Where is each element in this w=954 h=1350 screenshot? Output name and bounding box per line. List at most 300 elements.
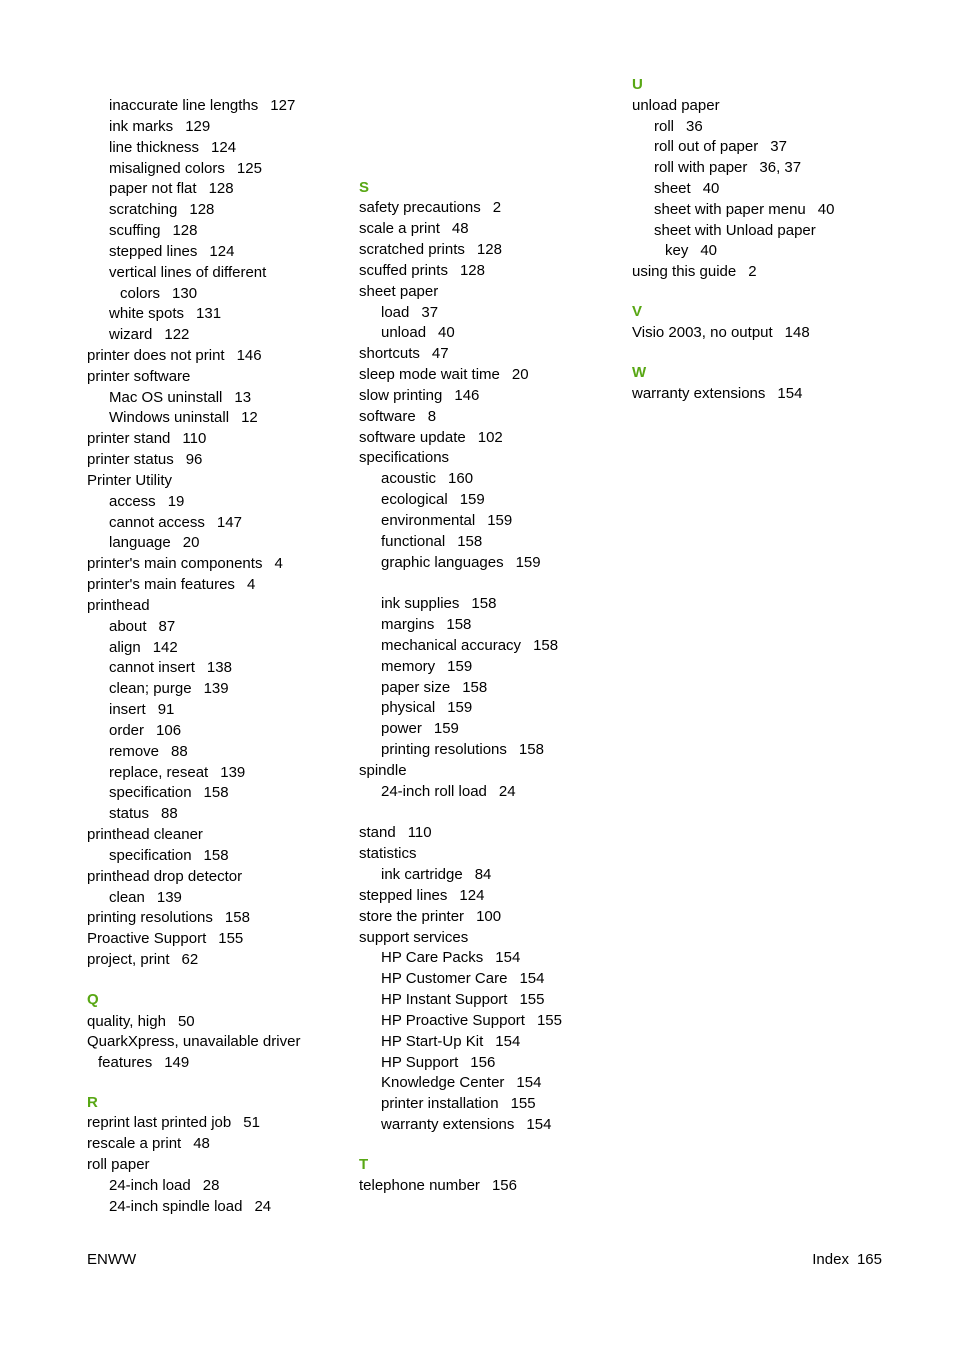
index-term: scratching: [109, 201, 178, 218]
index-page-ref: 50: [177, 1013, 195, 1030]
index-page-ref: 158: [457, 533, 483, 550]
index-term: rescale a print: [87, 1135, 182, 1152]
index-entry: [87, 951, 198, 969]
index-entry: [359, 429, 503, 447]
index-entry: [654, 159, 801, 177]
index-entry: [359, 1177, 517, 1195]
index-page-ref: 110: [407, 824, 432, 841]
index-term: graphic languages: [381, 554, 504, 571]
index-term: inaccurate line lengths: [109, 97, 259, 114]
index-page-ref: 139: [156, 889, 182, 906]
index-term: cannot access: [109, 514, 205, 531]
index-term: mechanical accuracy: [381, 637, 522, 654]
index-entry: [109, 1198, 271, 1216]
index-page-ref: 146: [236, 347, 262, 364]
index-entry: [109, 722, 181, 740]
index-term: roll: [654, 118, 675, 135]
index-term: Visio 2003, no output: [632, 324, 773, 341]
index-entry: [381, 949, 520, 967]
index-entry: [359, 908, 501, 926]
index-term: Proactive Support: [87, 930, 207, 947]
index-page-ref: 154: [519, 970, 545, 987]
index-term: printer's main components: [87, 555, 263, 572]
index-term: slow printing: [359, 387, 443, 404]
index-entry: [120, 285, 197, 303]
index-term: sleep mode wait time: [359, 366, 500, 383]
index-page-ref: 28: [202, 1177, 220, 1194]
index-page-ref: 159: [487, 512, 513, 529]
index-term: HP Instant Support: [381, 991, 508, 1008]
index-page-ref: 4: [246, 576, 256, 593]
section-letter-heading: [632, 303, 642, 321]
index-page-ref: 125: [236, 160, 262, 177]
section-letter-heading: [632, 76, 643, 94]
index-term: specification: [109, 847, 192, 864]
index-entry: [632, 324, 810, 342]
index-entry: [381, 741, 544, 759]
index-entry: [109, 243, 234, 261]
index-term: access: [109, 493, 156, 510]
index-page-ref: 48: [193, 1135, 210, 1152]
index-term: paper size: [381, 679, 451, 696]
index-entry: [109, 222, 197, 240]
index-term: unload paper: [632, 97, 720, 114]
index-page-ref: 91: [157, 701, 175, 718]
index-entry: [109, 201, 214, 219]
index-entry: [109, 847, 229, 865]
section-letter: R: [87, 1094, 98, 1111]
index-entry: [381, 1074, 541, 1092]
index-page-ref: 40: [700, 242, 718, 259]
index-entry: [381, 1054, 495, 1072]
index-page-ref: 40: [817, 201, 835, 218]
index-entry: [359, 824, 432, 842]
index-term: printhead: [87, 597, 150, 614]
index-term: replace, reseat: [109, 764, 209, 781]
index-page-ref: 128: [476, 241, 502, 258]
index-term: QuarkXpress, unavailable driver: [87, 1033, 301, 1050]
index-page-ref: 47: [431, 345, 449, 362]
index-term: sheet: [654, 180, 691, 197]
index-entry: [359, 262, 485, 280]
index-term: colors: [120, 285, 161, 302]
footer-left: ENWW: [87, 1251, 137, 1268]
index-page-ref: 51: [243, 1114, 260, 1131]
index-term: printhead drop detector: [87, 868, 243, 885]
index-entry: [359, 387, 479, 405]
index-entry: [665, 242, 717, 260]
index-term: store the printer: [359, 908, 465, 925]
index-page-ref: 158: [471, 595, 497, 612]
index-entry: [87, 826, 203, 844]
index-term: sheet paper: [359, 283, 439, 300]
index-page-ref: 24: [498, 783, 516, 800]
index-entry: [381, 720, 459, 738]
index-entry: [359, 199, 501, 217]
index-entry: [381, 1116, 551, 1134]
index-term: HP Proactive Support: [381, 1012, 525, 1029]
index-page-ref: 19: [167, 493, 185, 510]
section-letter-heading: [87, 991, 99, 1009]
index-term: scuffed prints: [359, 262, 448, 279]
index-entry: [109, 805, 178, 823]
index-page-ref: 131: [196, 305, 222, 322]
index-entry: [109, 514, 242, 532]
index-entry: [359, 845, 417, 863]
index-page-ref: 154: [777, 385, 803, 402]
index-page-ref: 87: [158, 618, 176, 635]
footer-index-label: Index: [812, 1251, 849, 1268]
index-term: 24-inch load: [109, 1177, 191, 1194]
index-entry: [359, 887, 484, 905]
index-entry: [359, 929, 468, 947]
index-entry: [109, 639, 178, 657]
index-term: memory: [381, 658, 436, 675]
index-entry: [87, 1033, 300, 1051]
index-entry: [109, 180, 234, 198]
index-entry: [381, 324, 455, 342]
index-entry: [359, 449, 449, 467]
index-page-ref: 155: [536, 1012, 562, 1029]
index-term: support services: [359, 929, 469, 946]
section-letter: S: [359, 179, 370, 196]
index-page-ref: 159: [447, 658, 473, 675]
index-term: align: [109, 639, 141, 656]
index-entry: [654, 201, 834, 219]
index-entry: [381, 470, 473, 488]
section-letter-heading: [359, 179, 369, 197]
index-term: printer does not print: [87, 347, 225, 364]
index-page-ref: 154: [526, 1116, 552, 1133]
index-entry: [381, 304, 438, 322]
index-entry: [381, 866, 491, 884]
index-term: software update: [359, 429, 466, 446]
index-page-ref: 20: [511, 366, 529, 383]
index-term: specifications: [359, 449, 450, 466]
index-entry: [632, 385, 802, 403]
index-term: misaligned colors: [109, 160, 225, 177]
index-entry: [87, 368, 190, 386]
index-term: printing resolutions: [87, 909, 213, 926]
index-entry: [109, 534, 199, 552]
index-page-ref: 139: [203, 680, 229, 697]
index-page-ref: 4: [274, 555, 283, 572]
index-page-ref: 154: [495, 1033, 521, 1050]
index-page-ref: 158: [446, 616, 472, 633]
index-page-ref: 142: [152, 639, 178, 656]
index-term: using this guide: [632, 263, 737, 280]
index-term: quality, high: [87, 1013, 166, 1030]
index-page-ref: 155: [519, 991, 545, 1008]
page-number: 165: [856, 1251, 882, 1268]
index-term: printer stand: [87, 430, 171, 447]
index-page-ref: 158: [224, 909, 250, 926]
index-page-ref: 12: [241, 409, 258, 426]
index-entry: [359, 241, 502, 259]
section-letter: W: [632, 364, 647, 381]
index-entry: [87, 930, 243, 948]
index-page-ref: 124: [211, 139, 237, 156]
index-entry: [109, 409, 258, 427]
index-term: HP Care Packs: [381, 949, 484, 966]
index-term: status: [109, 805, 150, 822]
index-entry: [381, 533, 482, 551]
index-entry: [109, 493, 184, 511]
index-entry: [381, 970, 544, 988]
index-term: printhead cleaner: [87, 826, 203, 843]
index-page-ref: 156: [491, 1177, 517, 1194]
index-entry: [87, 1156, 150, 1174]
index-entry: [654, 118, 703, 136]
section-letter: Q: [87, 991, 99, 1008]
index-page-ref: 154: [516, 1074, 542, 1091]
index-page-ref: 102: [477, 429, 503, 446]
index-term: ink marks: [109, 118, 174, 135]
index-term: functional: [381, 533, 446, 550]
index-term: reprint last printed job: [87, 1114, 232, 1131]
index-entry: [109, 305, 221, 323]
index-page-ref: 20: [182, 534, 200, 551]
index-page-ref: 127: [270, 97, 296, 114]
index-page-ref: 138: [206, 659, 232, 676]
index-term: load: [381, 304, 410, 321]
section-letter: V: [632, 303, 643, 320]
index-page-ref: 96: [185, 451, 203, 468]
index-entry: [381, 1012, 562, 1030]
index-entry: [359, 762, 407, 780]
index-page-ref: 106: [156, 722, 182, 739]
index-page-ref: 129: [185, 118, 211, 135]
index-term: cannot insert: [109, 659, 195, 676]
index-entry: [381, 658, 472, 676]
index-term: software: [359, 408, 416, 425]
index-page-ref: 128: [208, 180, 234, 197]
index-term: about: [109, 618, 147, 635]
index-term: paper not flat: [109, 180, 197, 197]
index-term: shortcuts: [359, 345, 420, 362]
index-term: remove: [109, 743, 160, 760]
index-term: 24-inch roll load: [381, 783, 487, 800]
index-page-ref: 128: [459, 262, 485, 279]
index-term: unload: [381, 324, 427, 341]
index-term: project, print: [87, 951, 170, 968]
index-term: scratched prints: [359, 241, 465, 258]
index-page-ref: 154: [495, 949, 521, 966]
index-entry: [654, 180, 719, 198]
index-page-ref: 13: [234, 389, 252, 406]
index-page-ref: 62: [181, 951, 199, 968]
index-term: Printer Utility: [87, 472, 173, 489]
index-term: Knowledge Center: [381, 1074, 505, 1091]
index-page-ref: 40: [702, 180, 720, 197]
index-entry: [381, 491, 485, 509]
index-entry: [109, 764, 245, 782]
index-term: margins: [381, 616, 435, 633]
index-term: printer software: [87, 368, 191, 385]
index-entry: [87, 1114, 260, 1132]
index-page-ref: 128: [172, 222, 198, 239]
index-page-ref: 160: [448, 470, 474, 487]
index-entry: [654, 138, 787, 156]
index-entry: [109, 743, 188, 761]
index-entry: [359, 366, 529, 384]
index-entry: [109, 264, 266, 282]
index-entry: [87, 451, 202, 469]
index-entry: [359, 345, 449, 363]
index-term: Windows uninstall: [109, 409, 230, 426]
index-page-ref: 148: [784, 324, 810, 341]
index-entry: [109, 160, 262, 178]
index-entry: [654, 222, 816, 240]
index-page-ref: 37: [421, 304, 439, 321]
index-entry: [109, 889, 182, 907]
index-term: clean; purge: [109, 680, 192, 697]
index-entry: [381, 554, 541, 572]
index-page-ref: 158: [203, 847, 229, 864]
index-entry: [381, 1095, 536, 1113]
index-term: environmental: [381, 512, 476, 529]
index-term: Mac OS uninstall: [109, 389, 223, 406]
index-page-ref: 48: [451, 220, 469, 237]
index-entry: [87, 347, 262, 365]
index-entry: [109, 139, 236, 157]
index-page-ref: 158: [203, 784, 229, 801]
index-entry: [381, 637, 558, 655]
index-term: printing resolutions: [381, 741, 507, 758]
index-entry: [381, 679, 487, 697]
index-page-ref: 130: [172, 285, 198, 302]
index-entry: [109, 1177, 219, 1195]
index-term: statistics: [359, 845, 417, 862]
index-entry: [109, 389, 251, 407]
index-term: HP Start-Up Kit: [381, 1033, 484, 1050]
index-page-ref: 124: [459, 887, 485, 904]
section-letter-heading: [87, 1094, 98, 1112]
index-page-ref: 158: [518, 741, 544, 758]
index-entry: [98, 1054, 189, 1072]
index-term: printer installation: [381, 1095, 499, 1112]
index-term: language: [109, 534, 171, 551]
index-entry: [381, 512, 512, 530]
index-page-ref: 155: [510, 1095, 536, 1112]
index-term: scuffing: [109, 222, 161, 239]
index-page-ref: 155: [218, 930, 244, 947]
index-term: line thickness: [109, 139, 200, 156]
index-term: wizard: [109, 326, 153, 343]
index-term: ink supplies: [381, 595, 460, 612]
index-term: clean: [109, 889, 145, 906]
index-term: roll out of paper: [654, 138, 759, 155]
section-letter: U: [632, 76, 643, 93]
index-entry: [381, 991, 545, 1009]
index-entry: [381, 616, 471, 634]
index-term: HP Support: [381, 1054, 459, 1071]
index-page-ref: 159: [447, 699, 473, 716]
index-page-ref: 159: [515, 554, 541, 571]
index-entry: [87, 1013, 195, 1031]
index-page-ref: 88: [161, 805, 178, 822]
index-entry: [381, 595, 496, 613]
index-page-ref: 37: [770, 138, 787, 155]
index-term: stepped lines: [359, 887, 448, 904]
index-term: HP Customer Care: [381, 970, 508, 987]
index-entry: [87, 430, 206, 448]
index-term: insert: [109, 701, 146, 718]
index-page-ref: 24: [254, 1198, 272, 1215]
index-entry: [109, 326, 189, 344]
index-page-ref: 158: [533, 637, 559, 654]
index-page-ref: 159: [433, 720, 459, 737]
index-page-ref: 2: [748, 263, 757, 280]
section-letter-heading: [359, 1156, 368, 1174]
index-term: sheet with paper menu: [654, 201, 806, 218]
index-page-ref: 149: [164, 1054, 190, 1071]
index-entry: [87, 597, 150, 615]
index-term: printer's main features: [87, 576, 235, 593]
index-page-ref: 128: [189, 201, 215, 218]
index-entry: [381, 783, 516, 801]
index-page-ref: 84: [474, 866, 492, 883]
index-entry: [109, 659, 232, 677]
index-page-ref: 40: [438, 324, 455, 341]
index-entry: [87, 576, 255, 594]
index-term: telephone number: [359, 1177, 480, 1194]
index-entry: [87, 909, 250, 927]
index-page-ref: 88: [171, 743, 188, 760]
index-term: warranty extensions: [381, 1116, 515, 1133]
index-term: spindle: [359, 762, 407, 779]
index-entry: [359, 283, 438, 301]
index-entry: [632, 97, 720, 115]
index-entry: [87, 472, 172, 490]
index-page-ref: 139: [220, 764, 246, 781]
index-entry: [109, 701, 174, 719]
index-term: scale a print: [359, 220, 440, 237]
index-page-ref: 159: [459, 491, 485, 508]
index-page-ref: 8: [427, 408, 437, 425]
index-entry: [359, 220, 469, 238]
index-page-ref: 36, 37: [759, 159, 802, 176]
index-term: sheet with Unload paper: [654, 222, 816, 239]
index-page-ref: 100: [476, 908, 502, 925]
index-page-ref: 146: [454, 387, 480, 404]
index-term: specification: [109, 784, 192, 801]
index-term: safety precautions: [359, 199, 481, 216]
index-page-ref: 2: [492, 199, 502, 216]
section-letter: T: [359, 1156, 369, 1173]
index-page-ref: 147: [216, 514, 242, 531]
index-entry: [109, 680, 229, 698]
index-entry: [381, 699, 472, 717]
index-term: warranty extensions: [632, 385, 766, 402]
index-term: 24-inch spindle load: [109, 1198, 243, 1215]
index-term: white spots: [109, 305, 185, 322]
index-term: power: [381, 720, 422, 737]
index-term: features: [98, 1054, 153, 1071]
index-entry: [87, 1135, 210, 1153]
index-page-ref: 122: [164, 326, 190, 343]
index-page-ref: 36: [686, 118, 703, 135]
index-term: printer status: [87, 451, 174, 468]
index-term: vertical lines of different: [109, 264, 267, 281]
index-page-ref: 156: [470, 1054, 496, 1071]
index-term: physical: [381, 699, 436, 716]
index-term: ink cartridge: [381, 866, 463, 883]
index-term: stepped lines: [109, 243, 198, 260]
footer-right: [812, 1251, 882, 1269]
index-term: key: [665, 242, 689, 259]
index-term: roll with paper: [654, 159, 748, 176]
